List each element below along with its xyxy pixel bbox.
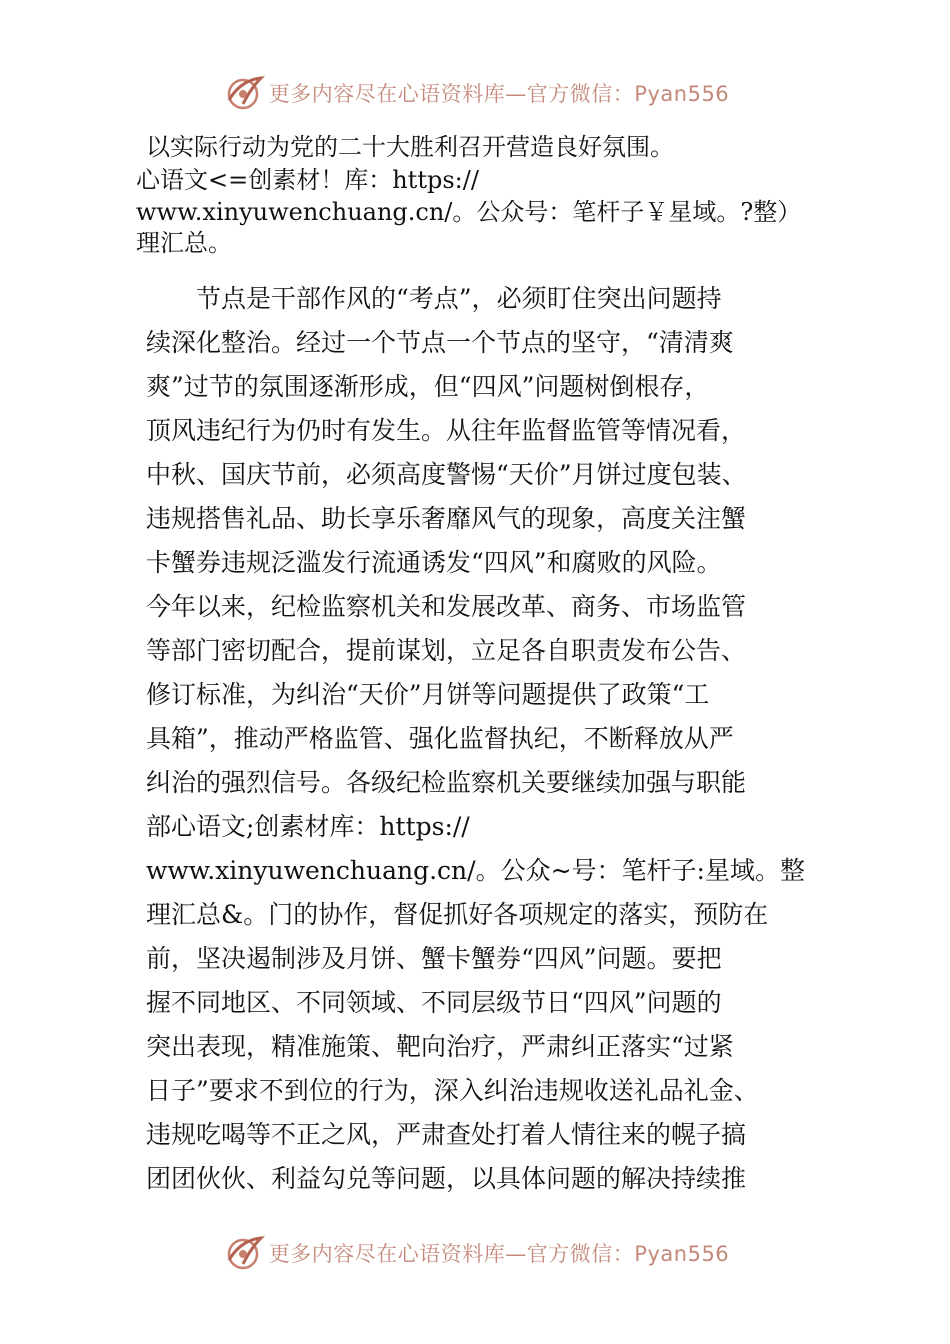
text-line: 中秋、国庆节前，必须高度警惕“天价”月饼过度包装、 — [146, 460, 747, 489]
text-line: 心语文<=创素材！库：https:// — [136, 166, 479, 194]
text-line: 具箱”，推动严格监管、强化监督执纪，不断释放从严 — [146, 724, 734, 753]
text-line: 握不同地区、不同领域、不同层级节日“四风”问题的 — [146, 988, 722, 1017]
text-line: www.xinyuwenchuang.cn/。公众号：笔杆子￥星域。?整） — [136, 198, 802, 226]
text-line: 理汇总&。门的协作，督促抓好各项规定的落实，预防在 — [146, 900, 769, 929]
text-line: 以实际行动为党的二十大胜利召开营造良好氛围。 — [146, 133, 674, 161]
text-line: 修订标准，为纠治“天价”月饼等问题提供了政策“工 — [146, 680, 710, 709]
watermark-text: 更多内容尽在心语资料库—官方微信：Pyan556 — [268, 1242, 730, 1266]
text-line: 卡蟹券违规泛滥发行流通诱发“四风”和腐败的风险。 — [146, 548, 722, 577]
text-line: 节点是干部作风的“考点”，必须盯住突出问题持 — [196, 284, 722, 313]
footer-watermark — [0, 1228, 950, 1278]
text-line: 违规吃喝等不正之风，严肃查处打着人情往来的幌子搞 — [146, 1120, 747, 1149]
text-line: 违规搭售礼品、助长享乐奢靡风气的现象，高度关注蟹 — [146, 504, 747, 533]
text-line: www.xinyuwenchuang.cn/。公众~号：笔杆子:星域。整 — [146, 856, 805, 885]
text-line: 日子”要求不到位的行为，深入纠治违规收送礼品礼金、 — [146, 1076, 759, 1105]
text-line: 突出表现，精准施策、靶向治疗，严肃纠正落实“过紧 — [146, 1032, 734, 1061]
header-watermark — [0, 68, 950, 118]
text-line: 部心语文;创素材库：https:// — [146, 812, 470, 841]
text-line: 顶风违纪行为仍时有发生。从往年监督监管等情况看， — [146, 416, 747, 445]
watermark-text: 更多内容尽在心语资料库—官方微信：Pyan556 — [268, 82, 730, 106]
text-line: 等部门密切配合，提前谋划，立足各自职责发布公告、 — [146, 636, 747, 665]
text-line: 理汇总。 — [136, 229, 232, 257]
brush-logo-icon — [221, 1230, 267, 1276]
text-line: 纠治的强烈信号。各级纪检监察机关要继续加强与职能 — [146, 768, 747, 797]
text-line: 爽”过节的氛围逐渐形成，但“四风”问题树倒根存， — [146, 372, 710, 401]
text-line: 前，坚决遏制涉及月饼、蟹卡蟹券“四风”问题。要把 — [146, 944, 722, 973]
text-line: 团团伙伙、利益勾兑等问题，以具体问题的解决持续推 — [146, 1164, 747, 1193]
text-line: 续深化整治。经过一个节点一个节点的坚守，“清清爽 — [146, 328, 734, 357]
brush-logo-icon — [221, 70, 267, 116]
text-line: 今年以来，纪检监察机关和发展改革、商务、市场监管 — [146, 592, 747, 621]
